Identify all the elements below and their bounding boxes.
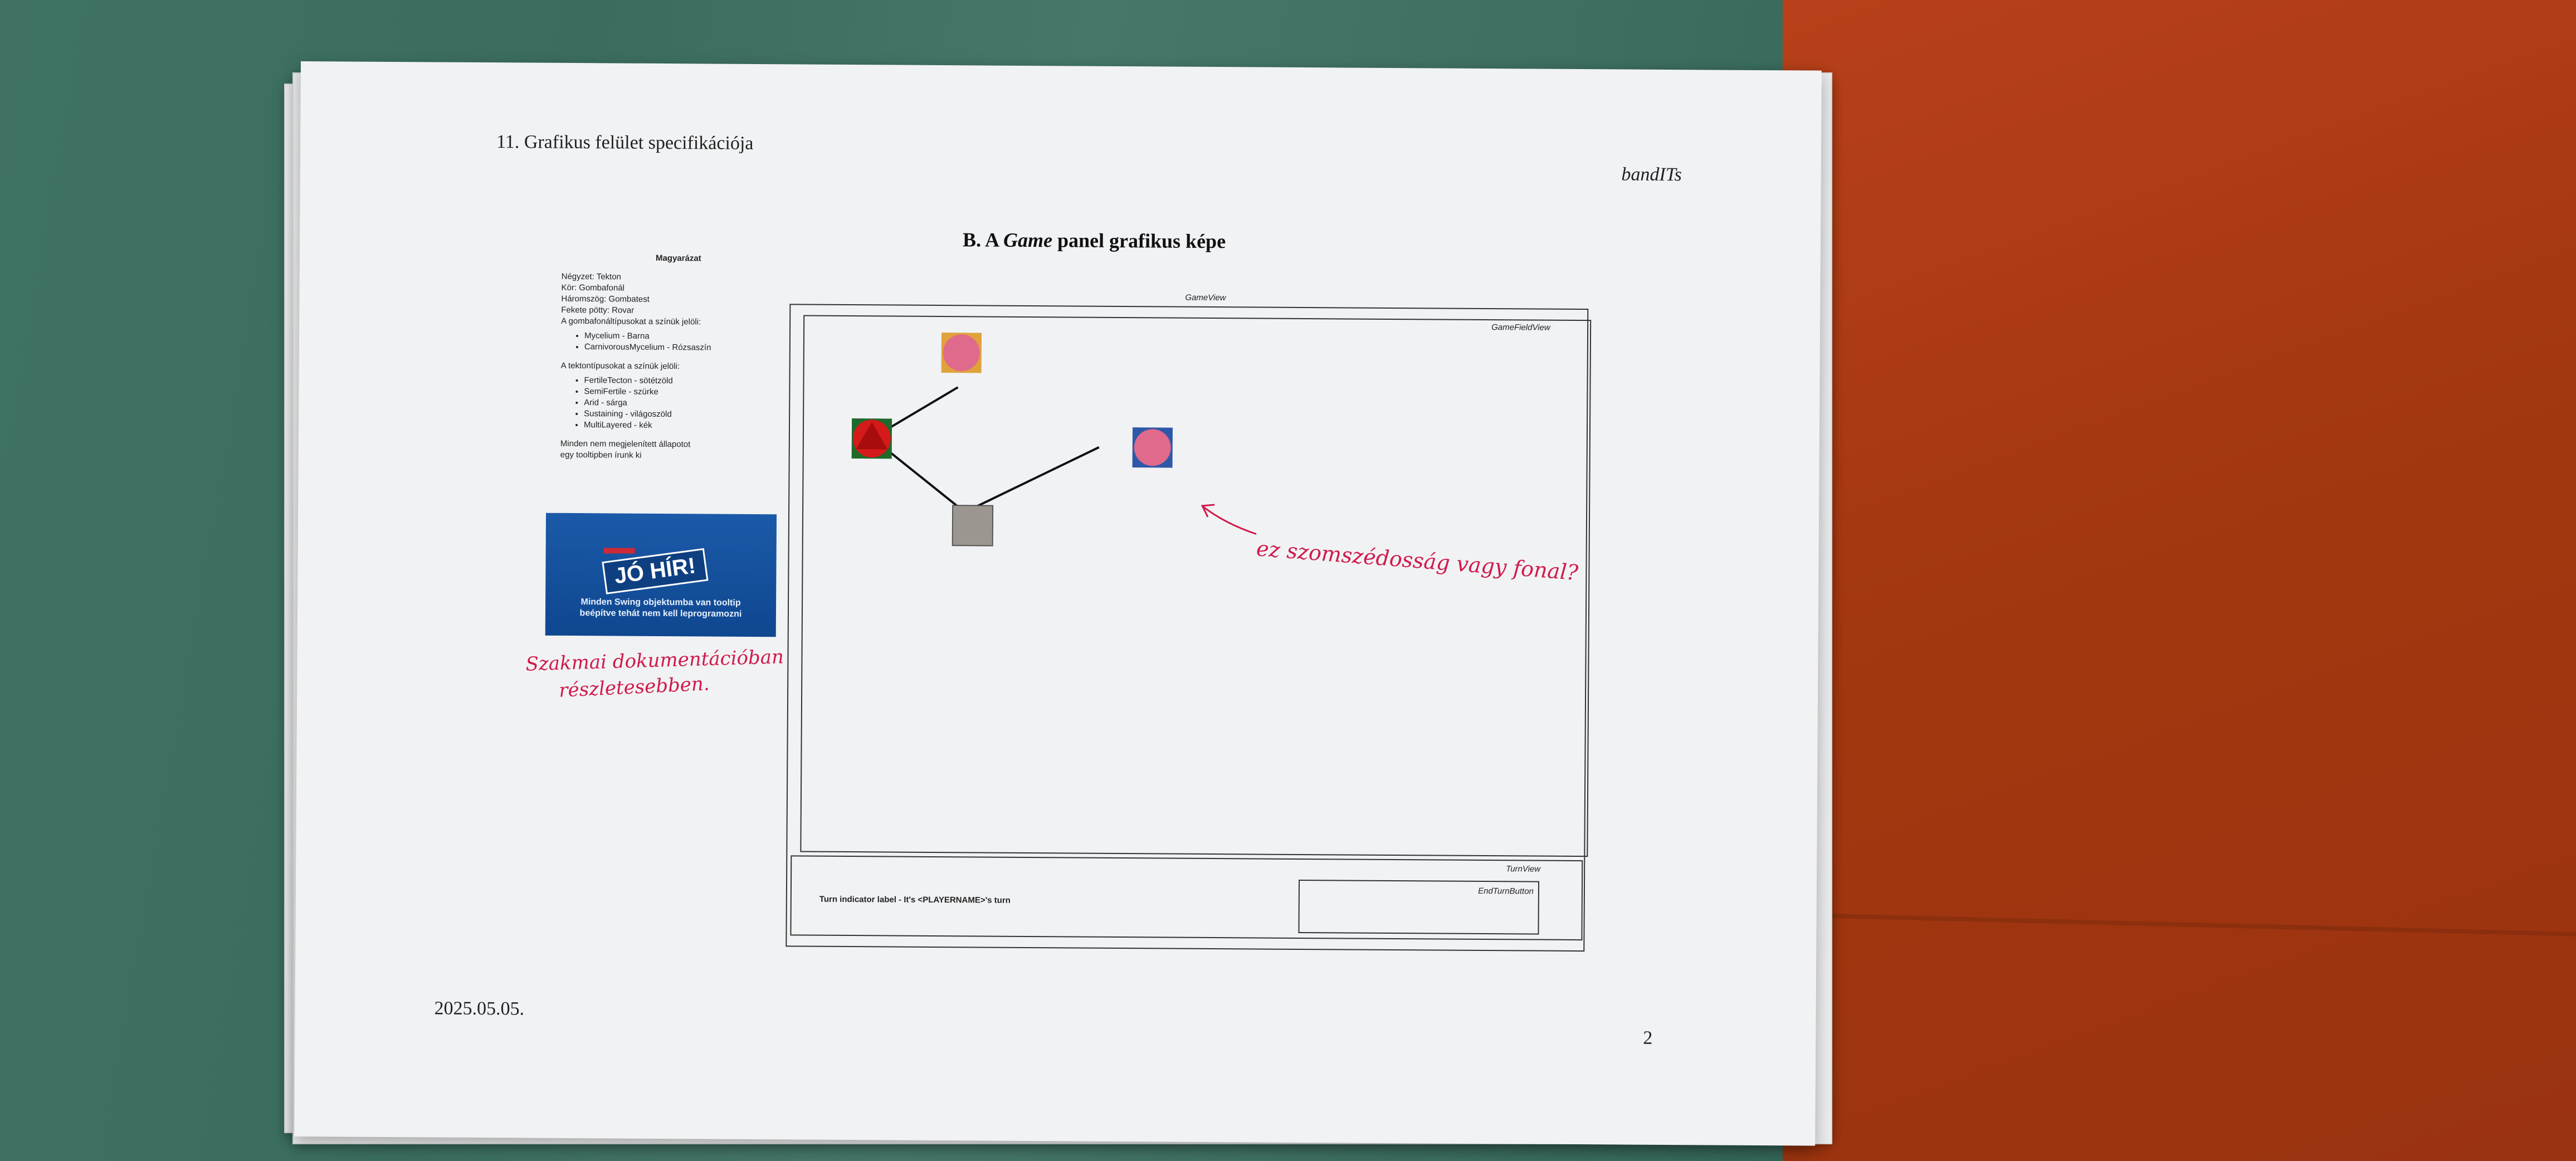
legend [560, 252, 796, 462]
floor-surface [1783, 0, 2576, 1161]
legend-shape-item: Fekete pötty: Rovar [561, 305, 635, 315]
legend-footer-line1: Minden nem megjelenített állapotot [560, 438, 691, 450]
mycelium-circle [943, 334, 980, 371]
team-name: bandITs [1621, 164, 1682, 186]
page-number: 2 [1643, 1027, 1653, 1048]
gamefieldview-label: GameFieldView [1491, 323, 1550, 333]
legend-shape-item: Háromszög: Gombatest [561, 294, 650, 304]
mycelium-item: • Mycelium - Barna [584, 330, 795, 343]
handwritten-note-line2: részletesebben. [558, 672, 710, 702]
turn-indicator-label: Turn indicator label - It's <PLAYERNAME>'s turn [819, 894, 1011, 905]
legend-footer-line2: egy tooltipben írunk ki [560, 450, 642, 460]
tecton-list [560, 375, 795, 432]
mycelium-link [973, 446, 1099, 509]
legend-shape-item: Kör: Gombafonál [561, 282, 625, 293]
mycelium-item: • CarnivorousMycelium - Rózsaszín [584, 342, 795, 354]
panel-title-suffix: panel grafikus képe [1057, 229, 1226, 253]
legend-shape-item: Négyzet: Tekton [561, 271, 621, 282]
tecton-intro: A tektontípusokat a színük jelöli: [560, 360, 680, 372]
tecton-item: • SemiFertile - szürke [584, 386, 794, 398]
document-date: 2025.05.05. [434, 998, 525, 1019]
mycelium-circle [1134, 429, 1171, 466]
tecton-item: • MultiLayered - kék [584, 419, 794, 432]
document-page [294, 61, 1822, 1146]
hungarian-flag-icon [604, 548, 635, 553]
banner-subtitle [557, 597, 765, 620]
end-turn-button[interactable] [1298, 880, 1539, 935]
mycelium-intro: A gombafonáltípusokat a színük jelöli: [561, 316, 701, 327]
tecton-multilayered[interactable] [1133, 427, 1173, 467]
panel-title-italic: Game [1003, 228, 1053, 252]
legend-shapes [561, 271, 795, 318]
tecton-item: • FertileTecton - sötétzöld [584, 375, 794, 387]
tecton-arid[interactable] [941, 333, 982, 373]
mycelium-list [561, 330, 795, 354]
handwritten-arrow-note: ez szomszédosság vagy fonal? [1255, 536, 1579, 586]
tecton-fertile[interactable] [852, 418, 892, 458]
panel-title [963, 228, 1226, 253]
banner-subtitle-line2: beépítve tehát nem kell leprogramozni [579, 608, 742, 619]
handwritten-note-line1: Szakmai dokumentációban [525, 646, 784, 676]
tecton-square [953, 505, 993, 545]
turnview-label: TurnView [1506, 864, 1541, 874]
section-title: 11. Grafikus felület specifikációja [496, 131, 754, 154]
tecton-semifertile[interactable] [953, 505, 993, 545]
legend-heading: Magyarázat [655, 253, 701, 264]
good-news-banner [545, 513, 777, 637]
tecton-item: • Sustaining - világoszöld [584, 408, 794, 421]
panel-title-prefix: B. A [962, 228, 999, 251]
game-field-graph [800, 315, 1589, 855]
gameview-label: GameView [1185, 292, 1226, 303]
annotation-arrow [1203, 507, 1256, 534]
end-turn-label: EndTurnButton [1478, 886, 1534, 896]
banner-title: JÓ HÍR! [602, 548, 708, 594]
banner-subtitle-line1: Minden Swing objektumba van tooltip [580, 597, 741, 608]
tecton-item: • Arid - sárga [584, 397, 794, 409]
